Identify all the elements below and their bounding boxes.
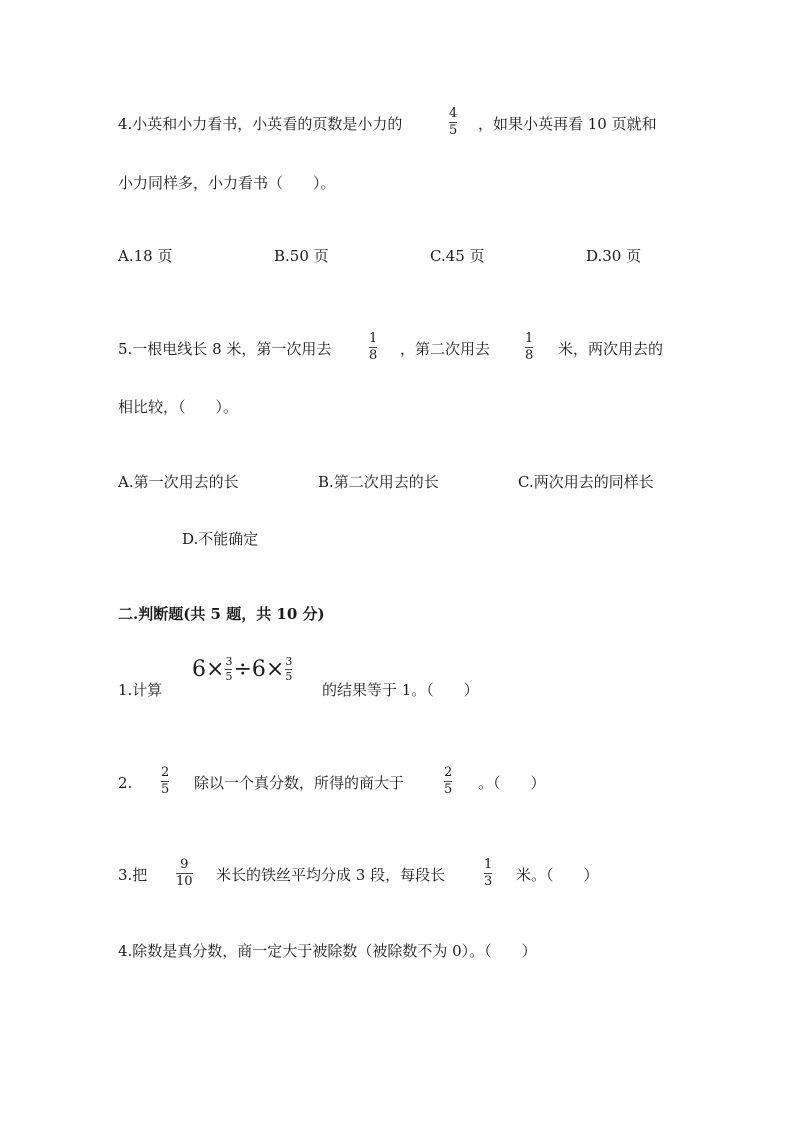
expression-part-a: 6× <box>192 656 225 682</box>
q4-line2: 小力同样多，小力看书（ ）。 <box>118 174 336 192</box>
j3-fraction-1 <box>176 858 193 889</box>
q5-option-c[interactable]: C.两次用去的同样长 <box>518 473 654 491</box>
q5-fraction-1 <box>369 332 377 363</box>
q5-option-d[interactable]: D.不能确定 <box>182 530 259 548</box>
j1-expression <box>192 656 293 683</box>
fraction-numerator: 1 <box>369 331 378 346</box>
expression-part-b: ÷6× <box>233 656 285 682</box>
j2-suffix: 。（ ） <box>478 774 546 792</box>
q4-fraction <box>449 107 457 138</box>
q4-option-b[interactable]: B.50 页 <box>274 247 329 265</box>
fraction-denominator: 8 <box>369 348 378 363</box>
q5-line1-start: 5.一根电线长 8 米，第一次用去 <box>118 340 332 358</box>
fraction-numerator: 3 <box>225 655 233 668</box>
q5-fraction-2 <box>525 332 533 363</box>
q4-option-d[interactable]: D.30 页 <box>586 247 642 265</box>
q5-line1-middle: ，第二次用去 <box>400 340 491 358</box>
j3-fraction-2 <box>484 858 492 889</box>
q4-option-a[interactable]: A.18 页 <box>118 247 173 265</box>
fraction-numerator: 2 <box>444 765 453 780</box>
fraction-numerator: 1 <box>484 857 493 872</box>
fraction-denominator: 5 <box>449 123 458 138</box>
q5-line2: 相比较，（ ）。 <box>118 398 239 416</box>
j2-fraction-2 <box>444 766 452 797</box>
expression-fraction-1 <box>225 656 232 683</box>
fraction-denominator: 10 <box>176 874 193 889</box>
fraction-numerator: 2 <box>161 765 170 780</box>
fraction-denominator: 3 <box>484 874 493 889</box>
expression-fraction-2 <box>285 656 292 683</box>
fraction-denominator: 5 <box>285 670 293 683</box>
j3-prefix: 3.把 <box>118 866 148 884</box>
j2-middle: 除以一个真分数，所得的商大于 <box>194 774 405 792</box>
fraction-numerator: 1 <box>525 331 534 346</box>
section-heading: 二.判断题(共 5 题，共 10 分) <box>118 605 325 623</box>
q4-option-c[interactable]: C.45 页 <box>430 247 485 265</box>
fraction-denominator: 5 <box>161 782 170 797</box>
q4-line1-end: ，如果小英再看 10 页就和 <box>478 115 657 133</box>
fraction-denominator: 5 <box>444 782 453 797</box>
fraction-numerator: 4 <box>449 106 458 121</box>
fraction-denominator: 8 <box>525 348 534 363</box>
j2-prefix: 2. <box>118 774 133 792</box>
j1-suffix: 的结果等于 1。（ ） <box>322 681 479 699</box>
j4-text: 4.除数是真分数，商一定大于被除数（被除数不为 0）。（ ） <box>118 942 537 960</box>
j3-middle: 米长的铁丝平均分成 3 段，每段长 <box>216 866 446 884</box>
fraction-numerator: 9 <box>180 857 189 872</box>
q5-option-a[interactable]: A.第一次用去的长 <box>118 473 239 491</box>
q4-line1-start: 4.小英和小力看书，小英看的页数是小力的 <box>118 115 403 133</box>
fraction-denominator: 5 <box>225 670 233 683</box>
j1-prefix: 1.计算 <box>118 681 163 699</box>
q5-option-b[interactable]: B.第二次用去的长 <box>318 473 439 491</box>
j2-fraction-1 <box>161 766 169 797</box>
q5-line1-end: 米，两次用去的 <box>558 340 664 358</box>
fraction-numerator: 3 <box>285 655 293 668</box>
j3-suffix: 米。（ ） <box>516 866 599 884</box>
